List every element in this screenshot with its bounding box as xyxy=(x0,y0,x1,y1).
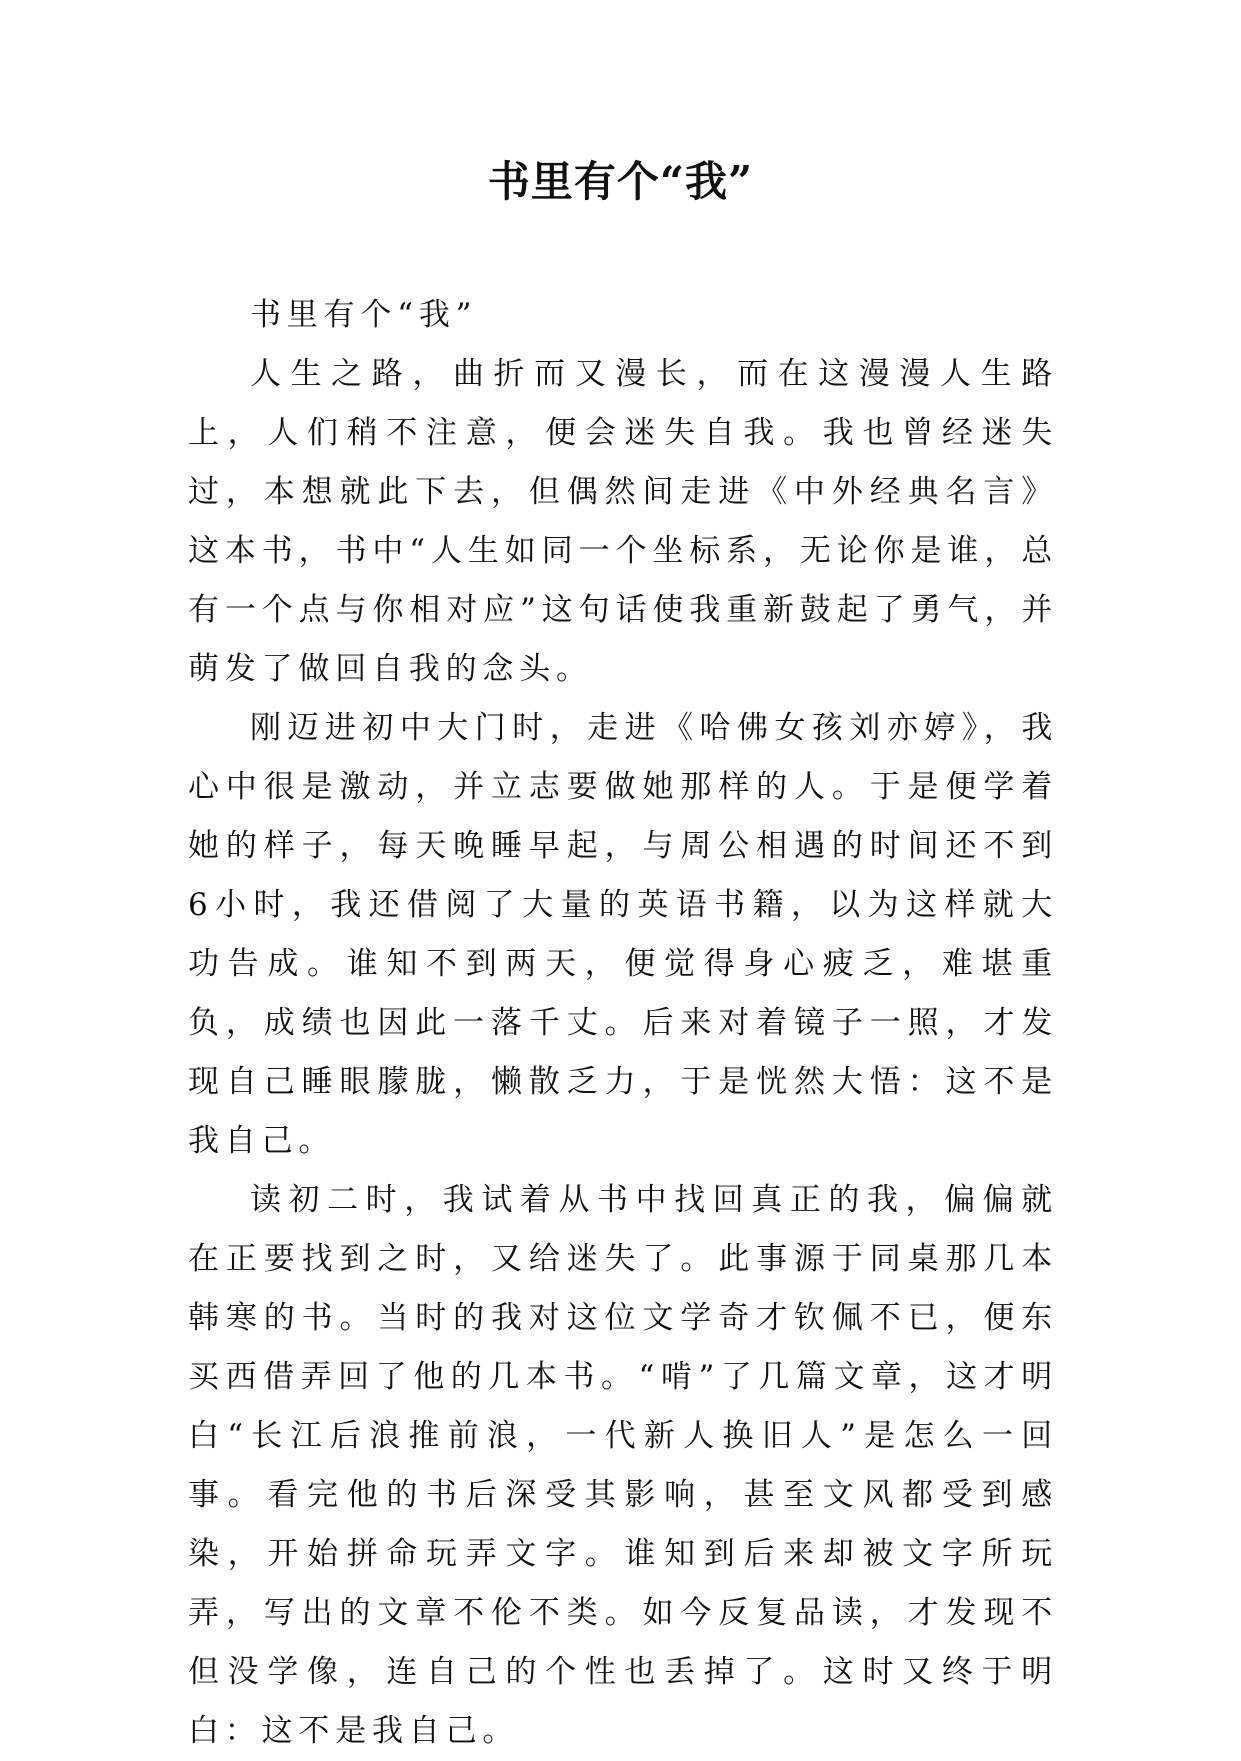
paragraph: 刚迈进初中大门时，走进《哈佛女孩刘亦婷》，我心中很是激动，并立志要做她那样的人。于是便学着她的样子，每天晚睡早起，与周公相遇的时间还不到6小时，我还借阅了大量的英语书籍，以为这样就大功告成。谁知不到两天，便觉得身心疲乏，难堪重负，成绩也因此一落千丈。后来对着镜子一照，才发现自己睡眼朦胧，懒散乏力，于是恍然大悟：这不是我自己。 xyxy=(188,710,1058,1159)
paragraph: 读初二时，我试着从书中找回真正的我，偏偏就在正要找到之时，又给迷失了。此事源于同桌那几本韩寒的书。当时的我对这位文学奇才钦佩不已，便东买西借弄回了他的几本书。“啃”了几篇文章，这才明白“长江后浪推前浪，一代新人换旧人”是怎么一回事。看完他的书后深受其影响，甚至文风都受到感染，开始拼命玩弄文字。谁知到后来却被文字所玩弄，写出的文章不伦不类。如今反复品读，才发现不但没学像，连自己的个性也丢掉了。这时又终于明白：这不是我自己。 xyxy=(188,1182,1058,1749)
paragraph: 人生之路，曲折而又漫长，而在这漫漫人生路上，人们稍不注意，便会迷失自我。我也曾经迷失过，本想就此下去，但偶然间走进《中外经典名言》这本书，书中“人生如同一个坐标系，无论你是谁，总有一个点与你相对应”这句话使我重新鼓起了勇气，并萌发了做回自我的念头。 xyxy=(188,356,1058,687)
document-title: 书里有个“我” xyxy=(487,157,754,206)
paragraph: 书里有个“我” xyxy=(250,297,478,333)
document-body xyxy=(188,286,1058,1761)
